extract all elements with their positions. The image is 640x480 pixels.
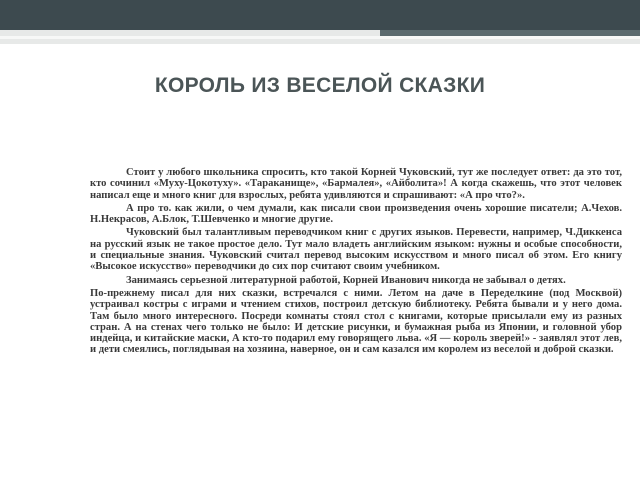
paragraph-writers: А про то. как жили, о чем думали, как писали свои произведения очень хорошие писатели; А.Чехов. Н.Некрасов, А.Блок, Т.Шевченко и многие другие. [90, 202, 622, 226]
paragraph-translator: Чуковский был талантливым переводчиком книг с других языков. Перевести, например, Ч.Диккенса на русский язык не такое простое дело. Тут мало владеть английским языком: нужны и особые способности, и специальные знания. Чуковский считал перевод высоким искусством и много писал об этом. Его книгу «Высокое искусство» переводчики до сих пор считают своим учебником. [90, 227, 622, 273]
header-stripe-highlight [0, 36, 640, 39]
header-bar [0, 0, 640, 30]
paragraph-intro: Стоит у любого школьника спросить, кто такой Корней Чуковский, тут же последует ответ: да это тот, кто сочинил «Муху-Цокотуху». «Тараканище», «Бармалея», «Айболита»! А когда скажешь, что этот человек написал еще и много книг для взрослых, ребята удивляются и спрашивают: «А про что?». [90, 167, 622, 201]
paragraph-peredelkino: По-прежнему писал для них сказки, встречался с ними. Летом на даче в Переделкине (под Москвой) устраивал костры с играми и чтением стихов, построил детскую библиотеку. Ребята бывали и у него дома. Там было много интересного. Посреди комнаты стоял стол с книгами, которые присылали ему из разных стран. А на стенах чего только не было: И детские рисунки, и бумажная рыба из Японии, и головной убор индейца, и китайские маски, А кто-то подарил ему говорящего льва. «Я — король зверей!» - заявлял этот лев, и дети смеялись, поглядывая на хозяина, наверное, он и сам казался им королем из веселой и доброй сказки. [90, 287, 622, 356]
paragraph-children: Занимаясь серьезной литературной работой, Корней Иванович никогда не забывал о детях. [126, 274, 566, 286]
article-body [90, 167, 622, 358]
page-title: КОРОЛЬ ИЗ ВЕСЕЛОЙ СКАЗКИ [154, 74, 486, 97]
